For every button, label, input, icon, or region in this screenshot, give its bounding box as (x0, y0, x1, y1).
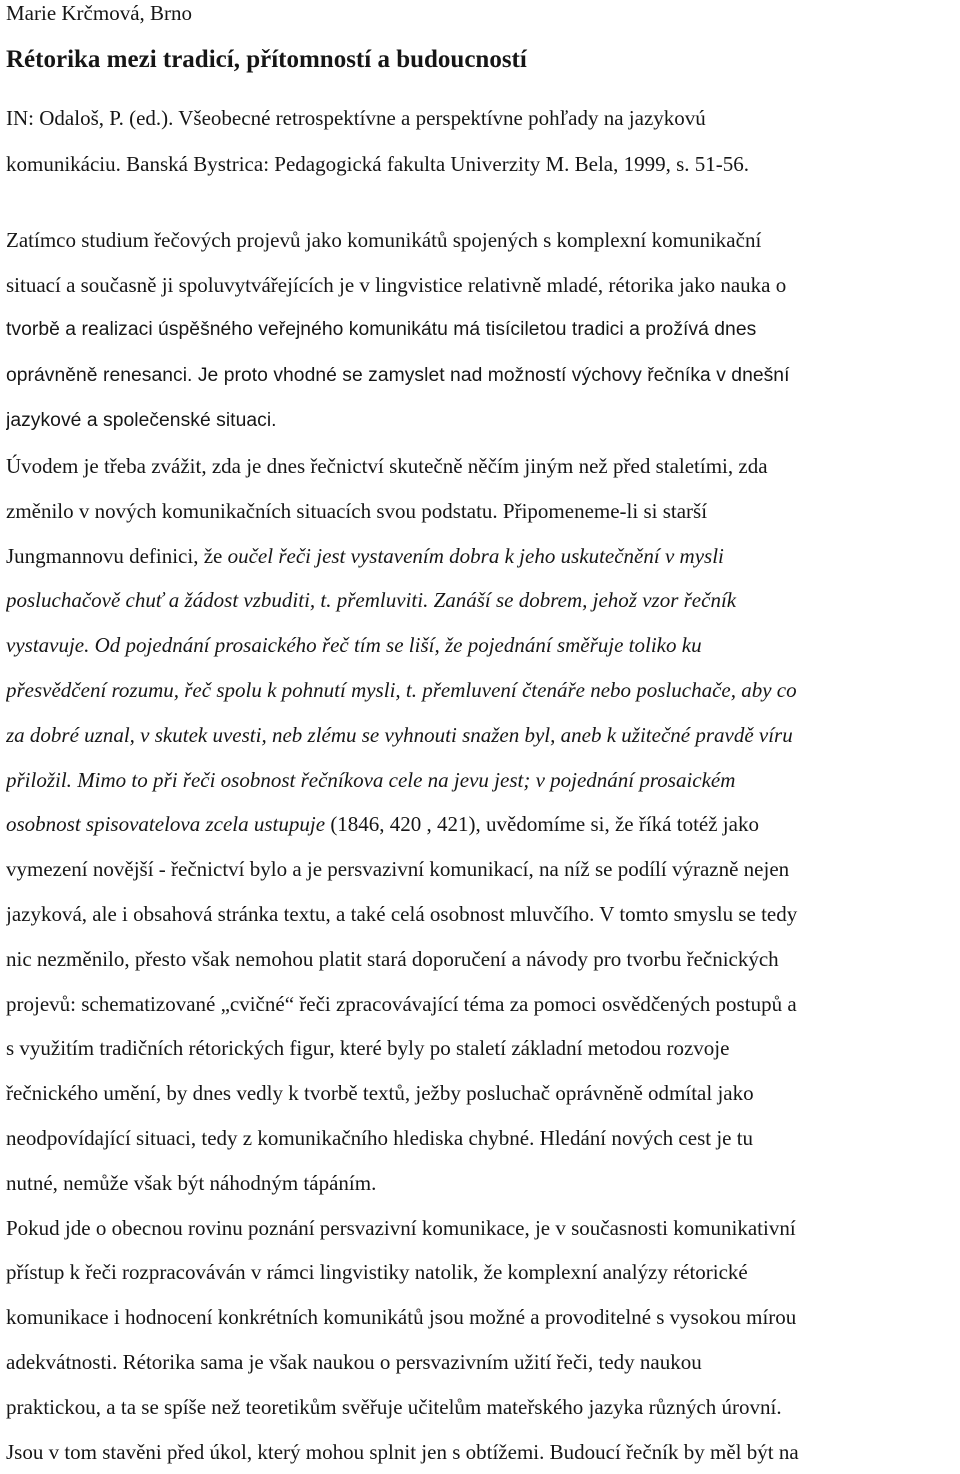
text-run: V tomto smyslu se tedy (594, 901, 798, 926)
quote-run: oučel řeči jest vystavením dobra k jeho uskutečnění v mysli (227, 543, 724, 568)
text-line: vymezení novější - řečnictví bylo a je persvazivní komunikací, na níž se podílí výrazně nejen (6, 857, 790, 882)
text-run: adekvátnosti. (6, 1349, 118, 1374)
text-line (6, 892, 958, 937)
quote-run: Zanáší se dobrem, jehož vzor řečník (428, 588, 737, 613)
text-line: projevů: schematizované „cvičné“ řeči zpracovávající téma za pomoci osvědčených postupů a (6, 991, 797, 1016)
body-text (6, 218, 958, 1474)
text-line (6, 352, 958, 399)
text-run: Je proto vhodné se zamyslet nad možností výchovy řečníka v dnešní (192, 365, 790, 387)
text-line: Úvodem je třeba zvážit, zda je dnes řečnictví skutečně něčím jiným než před staletími, zda (6, 453, 768, 478)
text-line (6, 1340, 958, 1385)
text-line: situací a současně ji spoluvytvářejících je v lingvistice relativně mladé, rétorika jako nauka o (6, 272, 787, 297)
text-line: přístup k řeči rozpracováván v rámci lingvistiky natolik, že komplexní analýzy rétorické (6, 1260, 748, 1285)
quote-run: osobnost spisovatelova zcela ustupuje (6, 812, 326, 837)
source-line: komunikáciu. Banská Bystrica: Pedagogická fakulta Univerzity M. Bela, 1999, s. 51-56. (6, 152, 750, 176)
text-line: nutné, nemůže však být náhodným tápáním. (6, 1170, 377, 1195)
text-line: Pokud jde o obecnou rovinu poznání persvazivní komunikace, je v současnosti komunikativní (6, 1215, 796, 1240)
text-run: jazyková, ale i obsahová stránka textu, a také celá osobnost mluvčího. (6, 901, 595, 926)
text-line (6, 713, 958, 758)
text-run: Hledání nových cest je tu (534, 1125, 754, 1150)
text-run: Jsou v tom stavěni před úkol, který mohou splnit jen s obtížemi. (6, 1439, 545, 1464)
text-line (6, 802, 958, 847)
source-citation (6, 95, 749, 187)
article-title: Rétorika mezi tradicí, přítomností a budoucností (6, 46, 527, 73)
quote-run: Od pojednání prosaického řeč tím se liší, že pojednání směřuje toliko ku (89, 633, 702, 658)
quote-run: přemluvení čtenáře nebo posluchače, aby co (417, 677, 797, 702)
text-line (6, 578, 958, 623)
text-line: jazykové a společenské situaci. (6, 410, 277, 432)
text-line: Zatímco studium řečových projevů jako komunikátů spojených s komplexní komunikační (6, 228, 762, 252)
text-run: oprávněně renesanci. (6, 365, 193, 387)
text-line: s využitím tradičních rétorických figur, které byly po staletí základní metodou rozvoje (6, 1036, 730, 1061)
text-run: Rétorika sama je však naukou o persvazivním užití řeči, tedy naukou (117, 1349, 702, 1374)
text-run: neodpovídající situaci, tedy z komunikačního hlediska chybné. (6, 1125, 535, 1150)
text-run: Jungmannovu definici, že (6, 543, 228, 568)
text-line (6, 1430, 958, 1474)
text-line: komunikace i hodnocení konkrétních komunikátů jsou možné a provoditelné s vysokou mírou (6, 1305, 797, 1330)
quote-run: za dobré uznal, v skutek uvesti, neb zlému se vyhnouti snažen byl, aneb k užitečné pravdě víru (6, 722, 793, 747)
text-run: (1846, 420 , 421), uvědomíme si, že říká totéž jako (325, 812, 759, 837)
quote-run: Mimo to při řeči osobnost řečníkova cele na jevu jest; v pojednání prosaickém (71, 767, 736, 792)
text-run: Budoucí řečník by měl být na (544, 1439, 799, 1464)
author-line: Marie Krčmová, Brno (6, 1, 193, 25)
text-line (6, 668, 958, 713)
text-line (6, 489, 958, 534)
text-run: Připomeneme-li si starší (497, 498, 708, 523)
text-line (6, 758, 958, 803)
source-line: IN: Odaloš, P. (ed.). Všeobecné retrospektívne a perspektívne pohľady na jazykovú (6, 106, 706, 130)
text-line: nic nezměnilo, přesto však nemohou platit stará doporučení a návody pro tvorbu řečnických (6, 946, 779, 971)
quote-run: posluchačově chuť a žádost vzbuditi, t. přemluviti. (6, 588, 429, 613)
quote-run: vystavuje. (6, 633, 90, 658)
text-line (6, 534, 958, 579)
quote-run: přiložil. (6, 767, 72, 792)
text-line (6, 623, 958, 668)
text-run: změnilo v nových komunikačních situacích svou podstatu. (6, 498, 498, 523)
text-line (6, 1116, 958, 1161)
text-line: řečnického umění, by dnes vedly k tvorbě textů, ježby posluchač oprávněně odmítal jako (6, 1081, 754, 1106)
quote-run: přesvědčení rozumu, řeč spolu k pohnutí mysli, t. (6, 677, 417, 702)
text-line: tvorbě a realizaci úspěšného veřejného komunikátu má tisíciletou tradici a prožívá dnes (6, 318, 757, 340)
text-line: praktickou, a ta se spíše než teoretikům svěřuje učitelům mateřského jazyka různých úrovní. (6, 1394, 782, 1419)
